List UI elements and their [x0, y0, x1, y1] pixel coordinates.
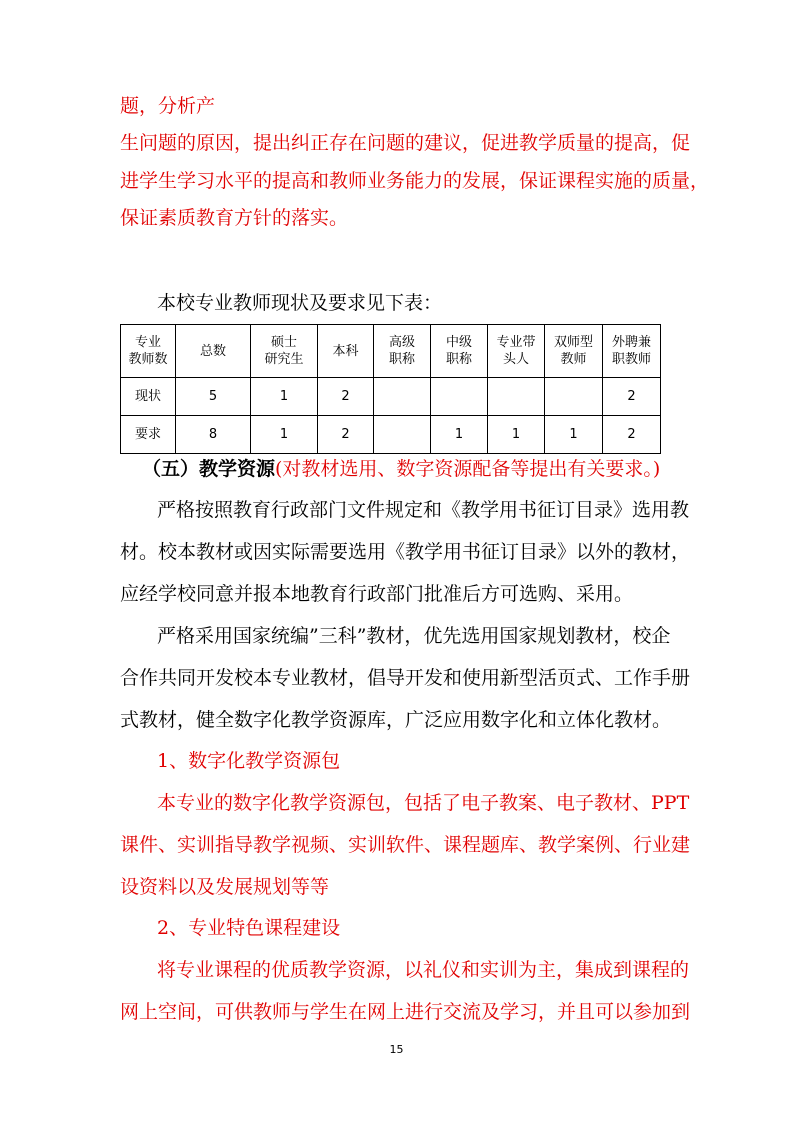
- table-cell: [374, 378, 431, 416]
- section-heading-title: （五）教学资源: [142, 458, 276, 480]
- table-cell: 1: [488, 416, 545, 454]
- intro-line-3: 进学生学习水平的提高和教师业务能力的发展，保证课程实施的质量，: [120, 170, 710, 192]
- table-caption: 本校专业教师现状及要求见下表：: [157, 292, 443, 314]
- page-number: 15: [389, 1043, 404, 1056]
- intro-line-2: 生问题的原因，提出纠正存在问题的建议，促进教学质量的提高，促: [120, 132, 691, 154]
- table-cell: 现状: [121, 378, 176, 416]
- paragraph-2-line-1: 严格采用国家统编”三科”教材，优先选用国家规划教材，校企: [157, 625, 671, 647]
- table-cell: 2: [603, 416, 661, 454]
- header-text: 本科: [332, 343, 359, 359]
- table-header-row: [121, 325, 661, 378]
- header-cell: [603, 325, 661, 378]
- header-cell: [545, 325, 603, 378]
- table-cell: 1: [431, 416, 488, 454]
- header-text: 中级 职称: [445, 335, 472, 367]
- item-2-line-1: 将专业课程的优质教学资源，以礼仪和实训为主，集成到课程的: [157, 959, 690, 981]
- table-cell: 2: [603, 378, 661, 416]
- header-text: 硕士 研究生: [264, 335, 304, 367]
- header-text: 高级 职称: [388, 335, 415, 367]
- section-heading: [142, 460, 660, 479]
- section-heading-note: (对教材选用、数字资源配备等提出有关要求。): [275, 458, 661, 480]
- header-cell: [176, 325, 251, 378]
- table-cell: 1: [251, 416, 318, 454]
- paragraph-1-line-3: 应经学校同意并报本地教育行政部门批准后方可选购、采用。: [120, 583, 634, 605]
- table-cell: 要求: [121, 416, 176, 454]
- header-cell: [121, 325, 176, 378]
- table-cell: [488, 378, 545, 416]
- header-text: 外聘兼 职教师: [611, 335, 651, 367]
- header-cell: [374, 325, 431, 378]
- table-cell: 8: [176, 416, 251, 454]
- paragraph-1-line-2: 材。校本教材或因实际需要选用《教学用书征订目录》以外的教材，: [120, 541, 691, 563]
- header-cell: [488, 325, 545, 378]
- item-1-line-2: 课件、实训指导教学视频、实训软件、课程题库、教学案例、行业建: [120, 834, 691, 856]
- header-text: 总数: [199, 343, 226, 359]
- header-text: 专业 教师数: [128, 335, 168, 367]
- header-cell: [431, 325, 488, 378]
- table-cell: [431, 378, 488, 416]
- item-1-line-3: 设资料以及发展规划等等: [120, 876, 330, 898]
- table-cell: 2: [318, 378, 374, 416]
- intro-line-1: 题，分析产: [120, 95, 216, 117]
- table-cell: 1: [545, 416, 603, 454]
- table-cell: [545, 378, 603, 416]
- item-2-line-2: 网上空间，可供教师与学生在网上进行交流及学习，并且可以参加到: [120, 1001, 691, 1023]
- table-row-required: [121, 416, 661, 454]
- paragraph-1-line-1: 严格按照教育行政部门文件规定和《教学用书征订目录》选用教: [157, 499, 690, 521]
- table-cell: [374, 416, 431, 454]
- table-cell: 2: [318, 416, 374, 454]
- header-text: 专业带 头人: [496, 335, 536, 367]
- table-row-current: [121, 378, 661, 416]
- header-cell: [251, 325, 318, 378]
- header-text: 双师型 教师: [553, 335, 593, 367]
- item-1-title: 1、数字化教学资源包: [157, 750, 341, 772]
- paragraph-2-line-2: 合作共同开发校本专业教材，倡导开发和使用新型活页式、工作手册: [120, 667, 691, 689]
- table-cell: 1: [251, 378, 318, 416]
- header-cell: [318, 325, 374, 378]
- item-2-title: 2、专业特色课程建设: [157, 917, 341, 939]
- intro-line-4: 保证素质教育方针的落实。: [120, 207, 349, 229]
- paragraph-2-line-3: 式教材，健全数字化教学资源库，广泛应用数字化和立体化教材。: [120, 709, 672, 731]
- item-1-line-1: 本专业的数字化教学资源包，包括了电子教案、电子教材、PPT: [157, 792, 690, 814]
- table-cell: 5: [176, 378, 251, 416]
- staff-table: [120, 324, 661, 454]
